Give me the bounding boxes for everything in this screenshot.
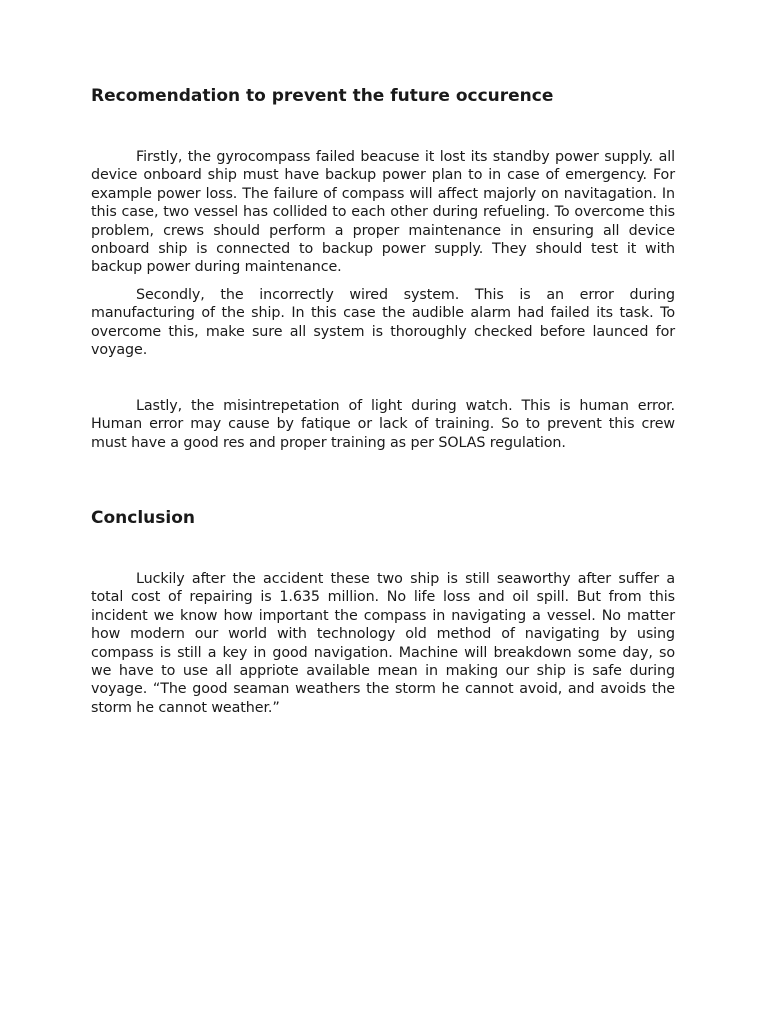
section-heading: Recomendation to prevent the future occurence	[91, 86, 554, 106]
conclusion-paragraph: Luckily after the accident these two ship is still seaworthy after suffer a total cost of repairing is 1.635 million. No life loss and oil spill. But from this incident we know how important the compass in navigating a vessel. No matter how modern our world with technology old method of navigating by using compass is still a key in good navigation. Machine will breakdown some day, so we have to use all appriote available mean in making our ship is safe during voyage. “The good seaman weathers the storm he cannot avoid, and avoids the storm he cannot weather.”	[91, 571, 675, 716]
conclusion-heading: Conclusion	[91, 508, 195, 528]
paragraph-second: Secondly, the incorrectly wired system. This is an error during manufacturing of the ship. In this case the audible alarm had failed its task. To overcome this, make sure all system is thoroughly checked before launced for voyage.	[91, 287, 675, 359]
paragraph-first: Firstly, the gyrocompass failed beacuse it lost its standby power supply. all device onboard ship must have backup power plan to in case of emergency. For example power loss. The failure of compass will affect majorly on navitagation. In this case, two vessel has collided to each other during refueling. To overcome this problem, crews should perform a proper maintenance in ensuring all device onboard ship is connected to backup power supply. They should test it with backup power during maintenance.	[91, 149, 675, 276]
paragraph-third: Lastly, the misintrepetation of light during watch. This is human error. Human error may cause by fatique or lack of training. So to prevent this crew must have a good res and proper training as per SOLAS regulation.	[91, 398, 675, 451]
